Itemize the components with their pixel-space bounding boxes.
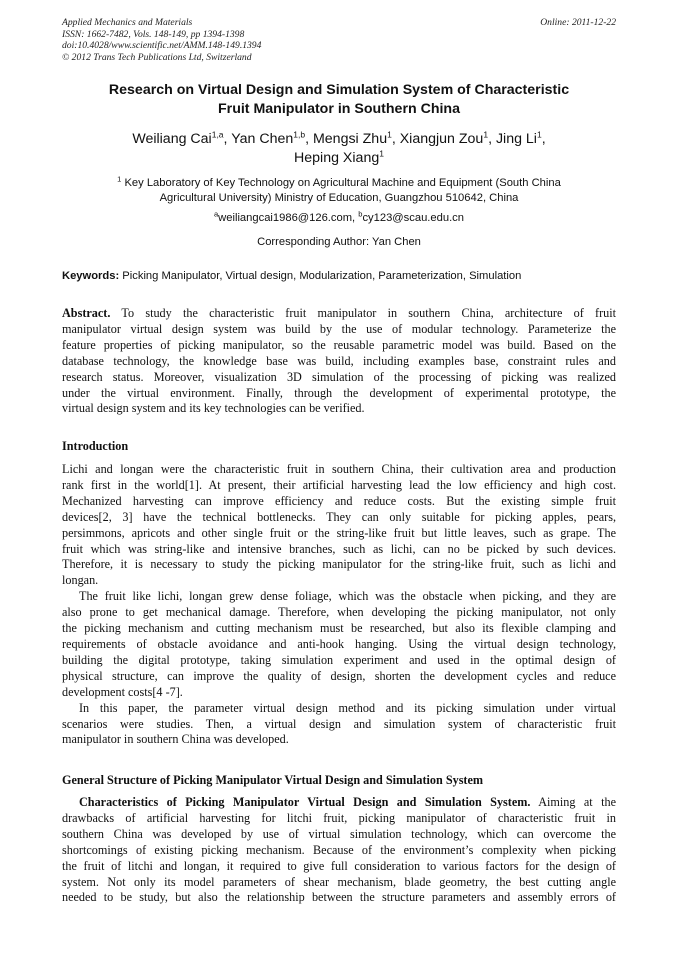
intro-line: Therefore, it is necessary to study the picking manipulator for the string-like fruit, such as lichi and [62,557,616,572]
section-heading-introduction: Introduction [62,439,129,453]
intro-line: longan. [62,573,99,588]
paper-title [62,81,616,118]
author-sup: 1 [536,129,542,140]
intro-line: fruit which was string-like and intensive branches, such as lichi, can no be picked by such devices. [62,541,616,556]
affiliation-line-2: Agricultural University) Ministry of Education, Guangzhou 510642, China [159,191,519,204]
keywords-label: Keywords: [62,270,120,282]
author-name: Xiangjun Zou [399,131,484,147]
general-text: Aiming at the [530,795,616,809]
intro-line: devices[2, 3] have the technical bottlenecks. They can only suitable for picking apples, pears, [62,509,616,524]
issn-info: ISSN: 1662-7482, Vols. 148-149, pp 1394-1398 [62,28,245,40]
introduction-body [62,462,616,748]
keywords-text: Picking Manipulator, Virtual design, Modularization, Parameterization, Simulation [119,270,522,282]
author-sup: 1 [387,129,392,140]
author-line-2 [62,149,616,168]
affiliation [62,176,616,205]
intro-line: persimmons, apricots and other single fruit or the string-like fruit but little leaves, such as grape. The [62,525,616,540]
intro-line: In this paper, the parameter virtual design method and its picking simulation under virtual [79,700,616,715]
affiliation-line-1 [62,176,616,191]
author-name: Heping Xiang [294,150,380,166]
author-sep: , [488,131,496,147]
author-sup: 1 [483,129,489,140]
title-line-2: Fruit Manipulator in Southern China [218,100,460,117]
general-line: needed to be study, but also the relationship between the structure parameters and assembly errors of [62,890,616,905]
intro-line: The fruit like lichi, longan grew dense foliage, which was the obstacle when picking, and they are [79,589,616,604]
title-line-1: Research on Virtual Design and Simulation System of Characteristic [108,82,570,98]
corresponding-author: Corresponding Author: Yan Chen [257,236,421,248]
author-sep: , [391,131,400,147]
abstract [62,306,616,417]
intro-line: scenarios were studies. Then, a virtual design and simulation system of characteristic fruit [62,716,616,731]
section-heading-general-structure: General Structure of Picking Manipulator Virtual Design and Simulation System [62,773,484,787]
abstract-line: feature properties of picking manipulator, so the reusable parametric model was build. Based on the [62,337,616,352]
abstract-line: manipulator virtual design system was build by the use of modular technology. Parameterize the [62,321,616,336]
author-sep: , [541,131,546,147]
keywords [62,269,616,283]
email-b[interactable]: cy123@scau.edu.cn [362,212,464,224]
author-name: Jing Li [495,131,537,147]
abstract-label: Abstract. [62,306,111,320]
author-sup: 1,b [293,129,306,140]
intro-line: Lichi and longan were the characteristic fruit in southern China, their cultivation area and production [62,462,616,476]
author-emails [62,211,616,225]
author-list [62,130,616,168]
copyright-info: © 2012 Trans Tech Publications Ltd, Switzerland [62,51,252,63]
abstract-line: research status. Moreover, visualization 3D simulation of the processing of picking was realized [62,369,616,384]
abstract-line: under the virtual environment. Finally, through the development of experimental prototype, the [62,385,616,400]
online-date: Online: 2011-12-22 [540,17,616,28]
email-b-sup: b [358,209,363,219]
author-sup: 1,a [211,129,224,140]
journal-name: Applied Mechanics and Materials [62,17,193,28]
author-line-1 [62,130,616,149]
intro-line: rank first in the world[1]. At present, their artificial harvesting lead the low efficiency and high cost. [62,477,616,492]
intro-line: manipulator in southern China was developed. [62,732,289,747]
abstract-text: To study the characteristic fruit manipulator in southern China, architecture of fruit [110,306,616,320]
subsection-label: Characteristics of Picking Manipulator Virtual Design and Simulation System. [79,795,531,809]
general-line: system. Not only its model parameters of shear mechanism, blade geometry, the best cutting angle [62,874,616,889]
intro-line: Mechanized harvesting can improve efficiency and reduce costs. But the existing simple fruit [62,493,616,508]
author-sup: 1 [379,148,384,159]
general-line: shortcomings of existing picking mechanism. Because of the environment’s complexity when picking [62,842,616,857]
intro-line: development costs[4 -7]. [62,684,183,699]
general-line: the fruit of litchi and longan, it required to give full consideration to various factors for the design of [62,858,616,873]
general-line: southern China was developed by use of virtual simulation technology, which can overcome the [62,826,616,841]
journal-meta [62,17,616,63]
intro-line: also prone to get mechanical damage. Therefore, when developing the picking manipulator, not only [62,605,616,620]
intro-line: the picking mechanism and cutting mechanism must be researched, but also its flexible clamping and [62,621,616,636]
affiliation-text-1: Key Laboratory of Key Technology on Agricultural Machine and Equipment (South China [121,177,561,189]
intro-line: physical structure, can improve the quality of design, shorten the development cycles and reduce [62,668,616,683]
abstract-line: database technology, the knowledge base was build, including examples base, constraint rules and [62,353,616,368]
intro-line: requirements of obstacle avoidance and anti-hook hanging. Using the virtual design technology, [62,636,616,651]
author-sep: , [223,131,232,147]
affiliation-sup: 1 [117,174,122,184]
general-line [62,795,616,811]
abstract-line: virtual design system and its key technologies can be verified. [62,401,365,416]
email-a[interactable]: weiliangcai1986@126.com, [218,212,359,224]
author-name: Weiliang Cai [132,131,212,147]
author-name: Mengsi Zhu [312,131,388,147]
email-a-sup: a [214,209,219,219]
abstract-line [62,306,616,322]
general-line: drawbacks of artificial harvesting for litchi fruit, picking manipulator of characteristic fruit in [62,810,616,825]
general-structure-body [62,795,616,906]
doi-info: doi:10.4028/www.scientific.net/AMM.148-149.1394 [62,40,262,51]
author-sep: , [305,131,313,147]
author-name: Yan Chen [231,131,294,147]
intro-line: building the digital prototype, taking simulation experiment and used in the optimal design of [62,652,616,667]
